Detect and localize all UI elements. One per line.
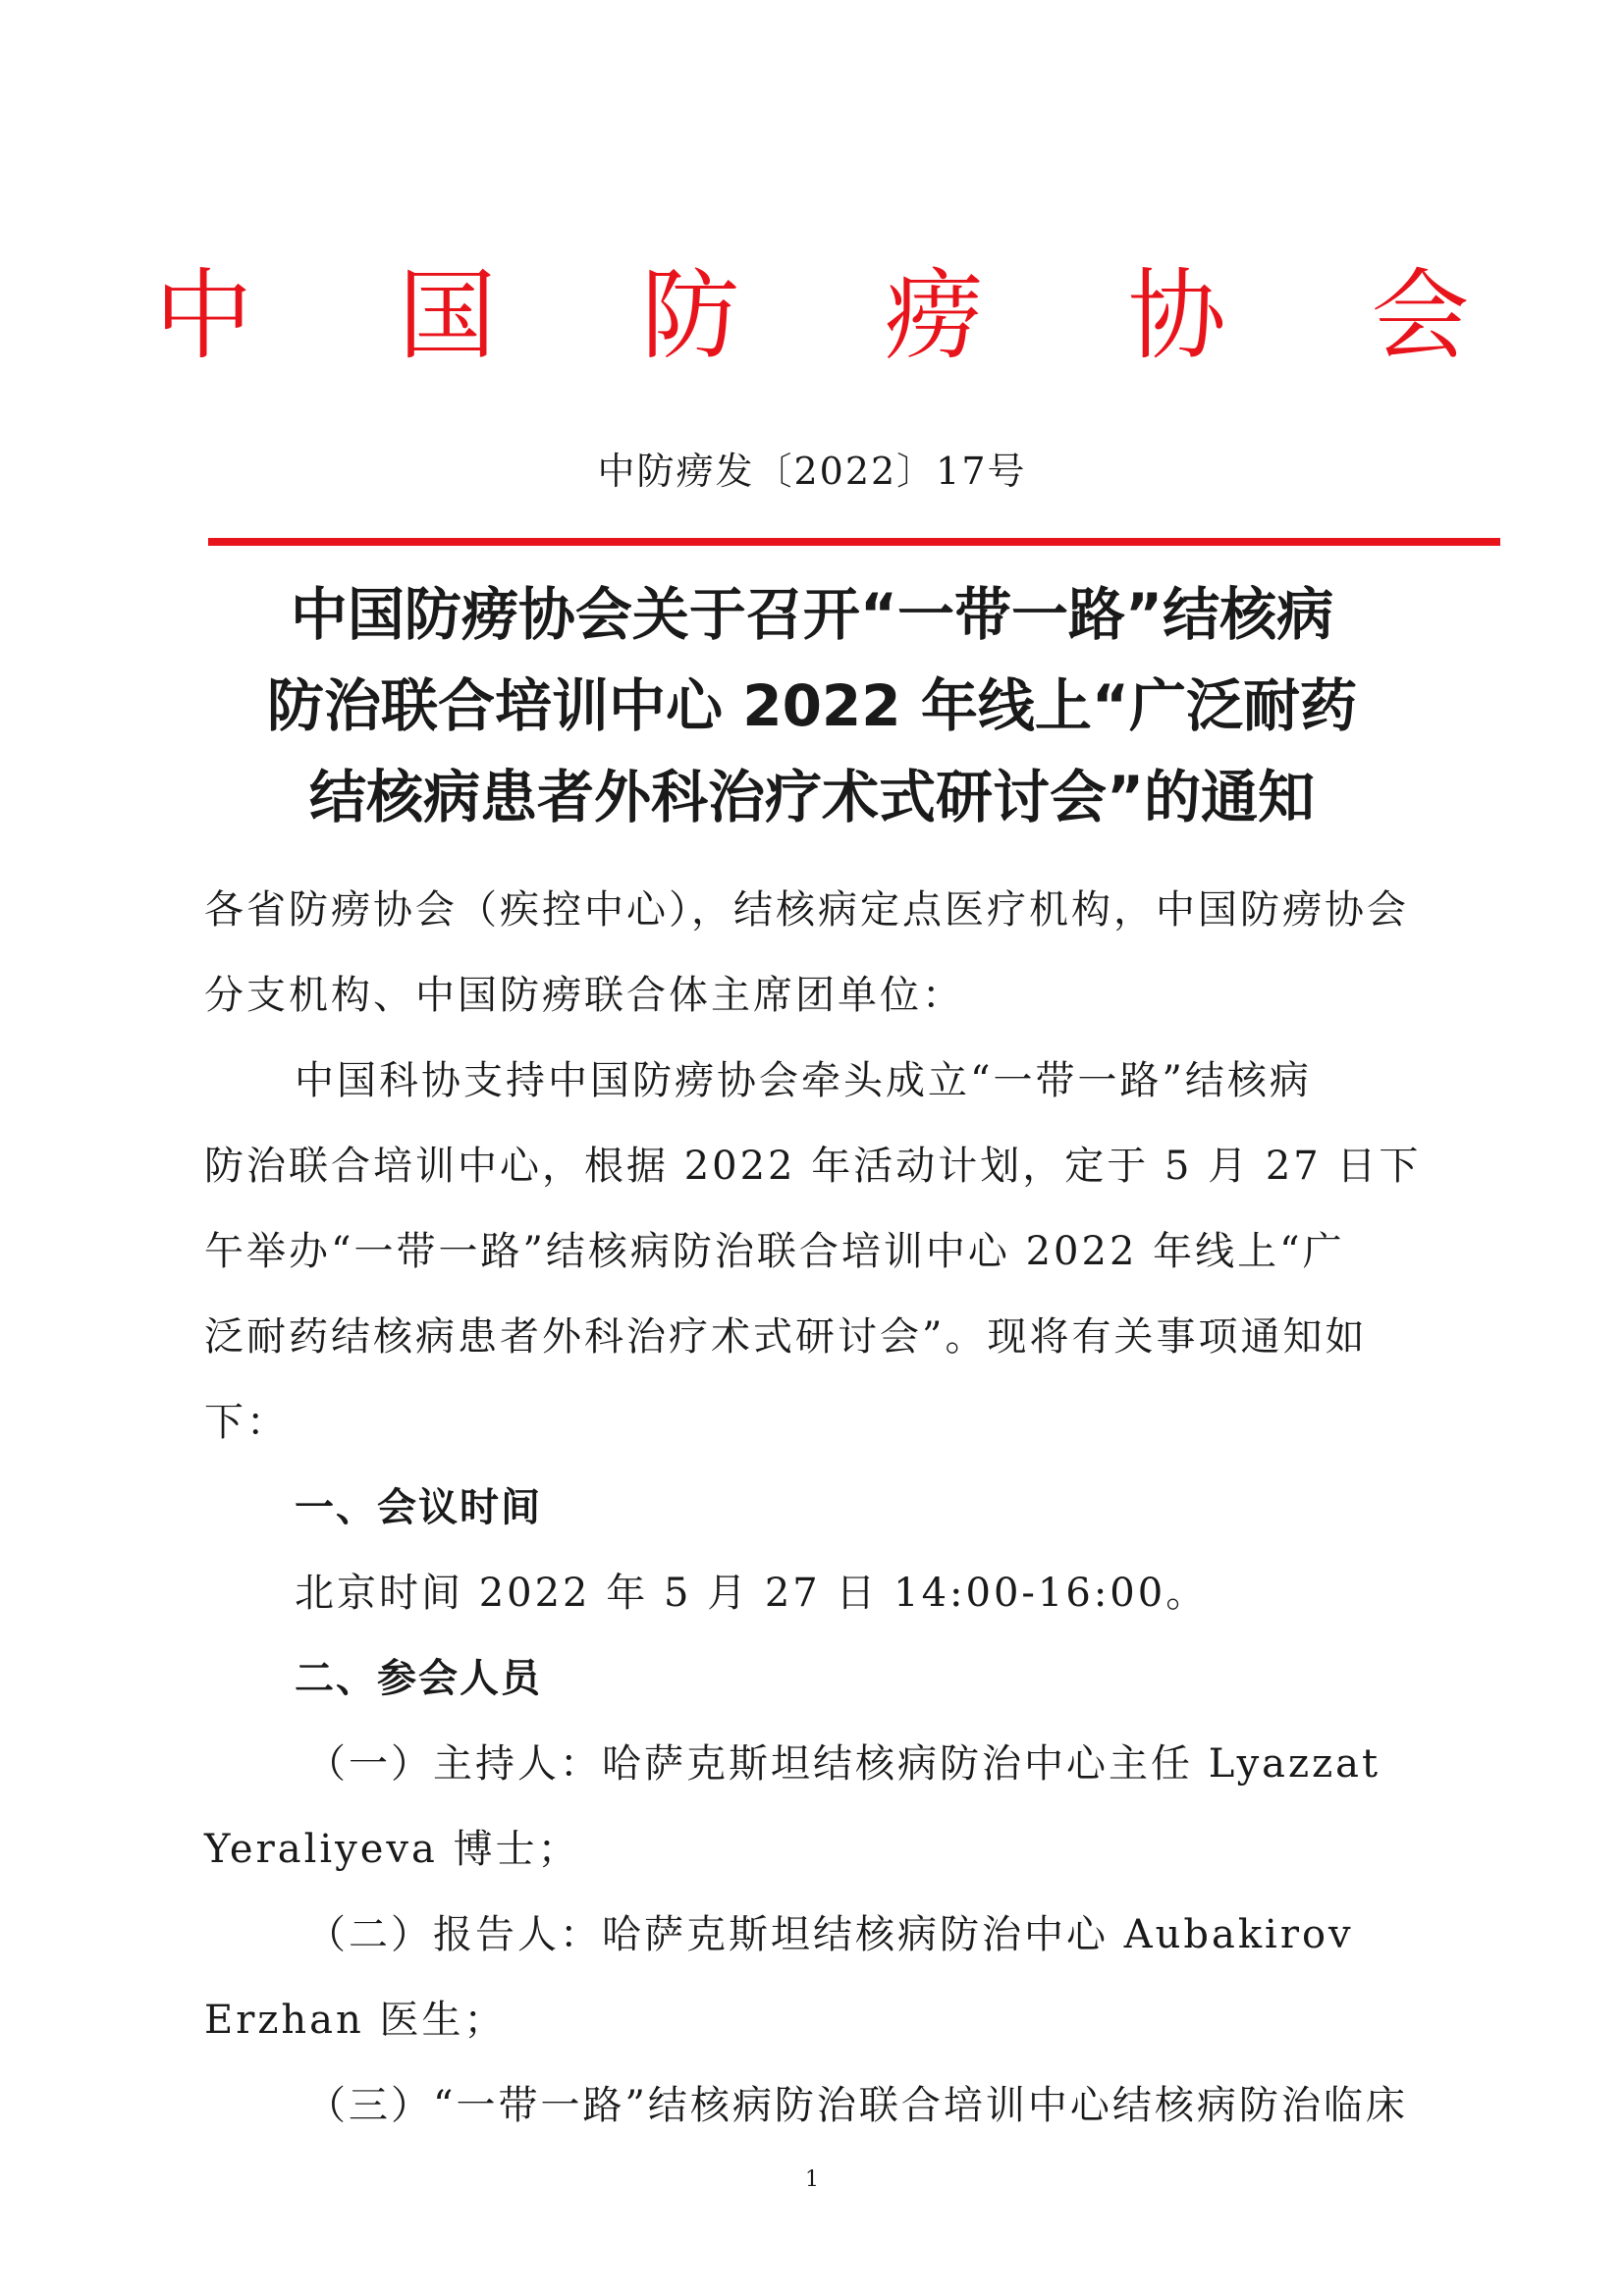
notice-title: [0, 569, 1624, 843]
intro-paragraph-line-2: 防治联合培训中心，根据 2022 年活动计划，定于 5 月 27 日下: [204, 1144, 1422, 1189]
intro-paragraph-line-5: 下：: [204, 1400, 289, 1445]
addressee-line-1: 各省防痨协会（疾控中心），结核病定点医疗机构，中国防痨协会: [204, 887, 1409, 933]
section-heading-meeting-time: 一、会议时间: [295, 1485, 542, 1530]
notice-title-line-1: 中国防痨协会关于召开“一带一路”结核病: [290, 581, 1334, 648]
red-divider-line: [208, 538, 1500, 546]
intro-paragraph-line-4: 泛耐药结核病患者外科治疗术式研讨会”。现将有关事项通知如: [204, 1314, 1368, 1360]
document-number: 中防痨发〔2022〕17号: [597, 450, 1027, 493]
addressee-line-2: 分支机构、中国防痨联合体主席团单位：: [204, 973, 964, 1018]
intro-paragraph-line-1: 中国科协支持中国防痨协会牵头成立“一带一路”结核病: [295, 1058, 1312, 1103]
meeting-time-text: 北京时间 2022 年 5 月 27 日 14:00-16:00。: [295, 1571, 1209, 1616]
intro-paragraph-line-3: 午举办“一带一路”结核病防治联合培训中心 2022 年线上“广: [204, 1229, 1345, 1274]
participant-item-2-line-2: Erzhan 医生；: [204, 1998, 507, 2043]
notice-title-line-2: 防治联合培训中心 2022 年线上“广泛耐药: [267, 672, 1357, 739]
notice-body: [204, 868, 1428, 2149]
notice-title-line-3: 结核病患者外科治疗术式研讨会”的通知: [308, 764, 1316, 830]
section-heading-participants: 二、参会人员: [295, 1656, 542, 1701]
participant-item-1-line-2: Yeraliyeva 博士；: [204, 1827, 580, 1872]
participant-item-2-line-1: （二）报告人：哈萨克斯坦结核病防治中心 Aubakirov: [306, 1912, 1354, 1957]
organization-title: 中 国 防 痨 协 会: [154, 258, 1527, 373]
participant-item-3-line-1: （三）“一带一路”结核病防治联合培训中心结核病防治临床: [306, 2083, 1408, 2128]
participant-item-1-line-1: （一）主持人：哈萨克斯坦结核病防治中心主任 Lyazzat: [306, 1741, 1381, 1787]
page-number: 1: [805, 2167, 819, 2192]
